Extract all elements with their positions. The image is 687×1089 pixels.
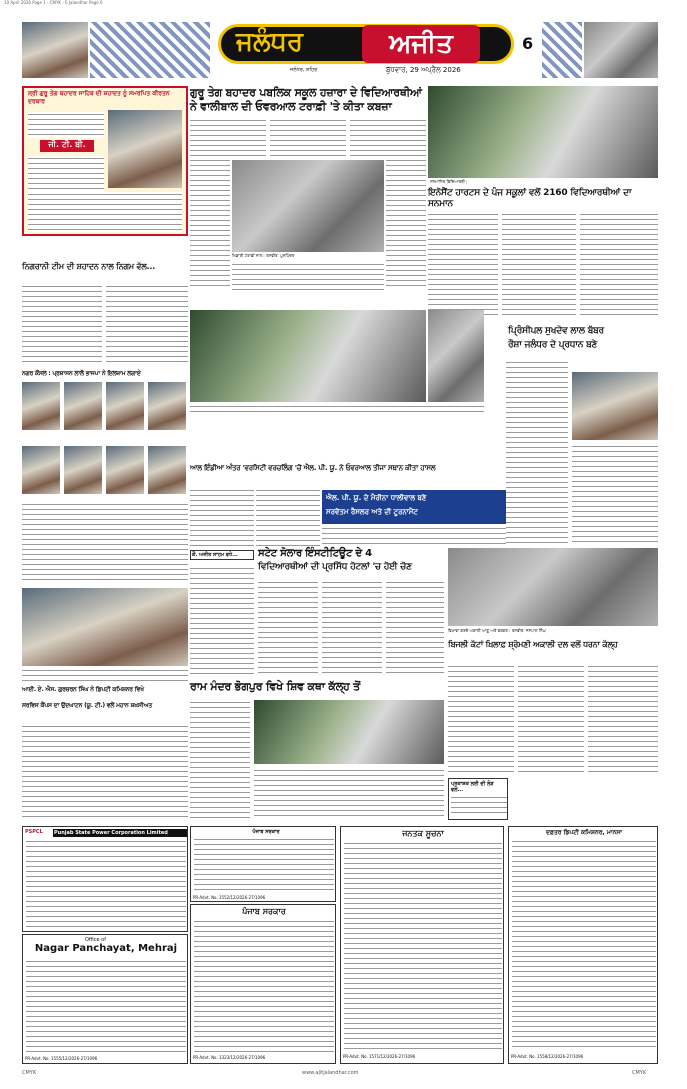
small-ad bbox=[448, 778, 508, 820]
public-notice-ad bbox=[340, 826, 504, 1064]
state-solar-headline-2: ਵਿਦਿਆਰਥੀਆਂ ਦੀ ਪ੍ਰਸਿੱਧ ਹੋਟਲਾਂ 'ਚ ਹੋਈ ਚੋਣ bbox=[258, 562, 412, 572]
promo-image bbox=[108, 110, 182, 188]
portrait-6 bbox=[64, 446, 102, 494]
akali-text-2 bbox=[518, 664, 584, 774]
akali-photo-caption: ਵਿਖਾਵਾ ਕਰਦੇ ਅਕਾਲੀ ਆਗੂ ਅਤੇ ਵਰਕਰ। ਤਸਵੀਰ: ਜਸਪਾਲ ਸਿੰਘ bbox=[448, 628, 546, 633]
residence-sub: ਨਗਰ ਕੌਂਸਲ : ਪ੍ਰਸ਼ਾਸਨ ਲਾਲੋ ਭਾਜਪਾ ਨੇ ਇਲਜ਼ਾਮ ਲਗਾਏ bbox=[22, 370, 141, 377]
akali-photo bbox=[448, 548, 658, 626]
principal-text-1 bbox=[506, 360, 568, 544]
punjab-sarkar-1-footer: PR-Advt. No. 1552/12/2026-27/1096 bbox=[193, 895, 266, 900]
lead-headline-2: ਨੇ ਵਾਲੀਬਾਲ ਦੀ ਓਵਰਆਲ ਟਰਾਫ਼ੀ 'ਤੇ ਕੀਤਾ ਕਬਜ਼ਾ bbox=[190, 100, 392, 113]
nagar-ad bbox=[22, 934, 188, 1064]
dc-office-text bbox=[512, 839, 656, 1051]
state-solar-text-1 bbox=[190, 566, 254, 676]
dc-office-ad bbox=[508, 826, 658, 1064]
graduates-photo bbox=[428, 86, 658, 178]
punjab-sarkar-1-text bbox=[194, 837, 334, 893]
portrait-8 bbox=[148, 446, 186, 494]
public-notice-title: ਜਨਤਕ ਸੂਚਨਾ bbox=[402, 829, 444, 838]
principal-headline-1: ਪ੍ਰਿੰਸੀਪਲ ਸੁਖਦੇਵ ਲਾਲ ਬੱਬਰ bbox=[508, 326, 604, 336]
masthead-date: ਬੁੱਧਵਾਰ, 29 ਅਪ੍ਰੈਲ 2026 bbox=[386, 66, 461, 74]
principal-text-2 bbox=[572, 444, 658, 544]
gurdwara-caption-lines bbox=[22, 668, 188, 682]
sports-text-2 bbox=[256, 488, 320, 546]
masthead-subtitle: ਜਲੰਧਰ, ਸ਼ਹਿਰ bbox=[290, 67, 318, 73]
nagar-footer: PR-Advt. No. 1555/12/2026-27/1096 bbox=[25, 1056, 98, 1061]
residence-text-1 bbox=[22, 284, 102, 364]
lead-text-6 bbox=[232, 262, 384, 290]
graduates-photo-caption: ਸਨਮਾਨਿਤ ਵਿਦਿਆਰਥੀ। bbox=[430, 179, 468, 184]
principal-headline-2: ਰੌਸ਼ਾ ਜਲੰਧਰ ਦੇ ਪ੍ਰਧਾਨ ਬਣੇ bbox=[508, 340, 598, 350]
punjab-sarkar-2-text bbox=[194, 919, 334, 1053]
portrait-5 bbox=[22, 446, 60, 494]
state-solar-text-4 bbox=[386, 580, 444, 676]
nagar-title: Office of bbox=[85, 937, 107, 943]
lead-text-1 bbox=[190, 118, 266, 156]
small-ad-title: ਪ੍ਰਕਾਸ਼ਕ ਲਈ ਦੀ ਲੋੜ ਵਲੋਂ... bbox=[451, 781, 494, 793]
sports-highlight-2: ਸਰਵੋਤਮ ਰੈਸਲਰ ਅਤੇ ਦੀ ਟੂਰਨਾਮੈਂਟ bbox=[326, 508, 418, 516]
state-solar-text-3 bbox=[322, 580, 382, 676]
footer-center: www.ajitjalandhar.com bbox=[302, 1070, 359, 1076]
lead-text-4 bbox=[190, 158, 230, 290]
promo-heading: ਸ੍ਰੀ ਗੁਰੂ ਤੇਗ ਬਹਾਦਰ ਸਾਹਿਬ ਦੀ ਸ਼ਹਾਦਤ ਨੂੰ ਸਮਰਪਿਤ ਕੀਰਤਨ ਦਰਬਾਰ bbox=[28, 90, 170, 105]
residence-text-2 bbox=[106, 284, 188, 364]
sports-highlight-1: ਐਲ. ਪੀ. ਯੂ. ਦੇ ਮੈਰੀਨਾ ਧਾਲੀਵਾਲ ਬਣੇ bbox=[326, 494, 427, 502]
portrait-4 bbox=[148, 382, 186, 430]
sports-headline-visible: ਆਲ ਇੰਡੀਆ ਅੰਤਰ 'ਵਰਸਿਟੀ ਵਰਚਲਿੰਗ 'ਚੋਂ ਐਲ. ਪੀ. ਯੂ. ਨੇ ਓਵਰਆਲ ਤੀਜਾ ਸਥਾਨ ਕੀਤਾ ਹਾਸਲ bbox=[190, 464, 436, 472]
masthead-title-right: ਅਜੀਤ bbox=[362, 25, 480, 63]
lead-article bbox=[190, 86, 426, 302]
ram-mandir-text-2 bbox=[254, 768, 444, 820]
pspcl-name: Punjab State Power Corporation Limited bbox=[53, 829, 187, 837]
portrait-2 bbox=[64, 382, 102, 430]
ram-mandir-text-1 bbox=[190, 700, 250, 820]
punjab-sarkar-ad-1 bbox=[190, 826, 336, 902]
state-solar-kicker: ਕੌਂ. ਅਜੀਤ ਸਾਹਮ ਵਧੇ... bbox=[190, 550, 254, 560]
residence-headline: ਨਿਗਰਾਨੀ ਟੀਮ ਦੀ ਸ਼ਹਾਦਨ ਨਾਲ ਨਿਗਮ ਵੱਲ... bbox=[22, 262, 156, 271]
pspcl-logo: PSPCL bbox=[25, 829, 43, 835]
promo-sub: ਜੀ. ਟੀ. ਬੀ. bbox=[40, 140, 94, 152]
state-solar-text-2 bbox=[258, 580, 318, 676]
akali-text-3 bbox=[588, 664, 658, 774]
lead-photo bbox=[232, 160, 384, 252]
sports-caption-lines bbox=[190, 404, 484, 416]
footer-left: CMYK bbox=[22, 1070, 37, 1076]
promo-text bbox=[28, 112, 104, 138]
page-footer bbox=[22, 1068, 658, 1080]
punjab-sarkar-1-title: ਪੰਜਾਬ ਸਰਕਾਰ bbox=[252, 829, 280, 835]
portrait-3 bbox=[106, 382, 144, 430]
lead-headline-1: ਗੁਰੂ ਤੇਗ ਬਹਾਦਰ ਪਬਲਿਕ ਸਕੂਲ ਹਜ਼ਾਰਾ ਦੇ ਵਿਦਿਆਰਥੀਆਂ bbox=[190, 86, 422, 99]
nagar-name: Nagar Panchayat, Mehraj bbox=[34, 943, 178, 954]
punjab-sarkar-2-title: ਪੰਜਾਬ ਸਰਕਾਰ bbox=[242, 907, 286, 916]
footer-right: CMYK bbox=[632, 1070, 647, 1076]
sports-photo-2 bbox=[428, 310, 484, 402]
dc-office-footer: PR-Advt. No. 1558/12/2026-27/1096 bbox=[511, 1054, 584, 1059]
sports-text-1 bbox=[190, 488, 254, 546]
masthead-right-pattern bbox=[542, 22, 582, 78]
gurdwara-photo bbox=[22, 588, 188, 666]
sports-photo bbox=[190, 310, 426, 402]
masthead-right-image bbox=[584, 22, 658, 78]
masthead-title-left: ਜਲੰਧਰ bbox=[236, 27, 304, 57]
ram-mandir-headline: ਰਾਮ ਮੰਦਰ ਭੋਗਪੁਰ ਵਿਖੇ ਸ਼ਿਵ ਕਥਾ ਕੱਲ੍ਹ ਤੋਂ bbox=[190, 680, 360, 693]
sports-text-3 bbox=[322, 526, 506, 546]
gurdwara-text bbox=[22, 724, 188, 820]
ram-mandir-photo bbox=[254, 700, 444, 764]
masthead bbox=[22, 18, 658, 82]
promo-text-3 bbox=[28, 192, 182, 232]
graduates-text-3 bbox=[580, 212, 658, 318]
punjab-sarkar-ad-2 bbox=[190, 904, 336, 1064]
pdf-header: 10 April 2026 Page 1 - CMYK - 6 Jalandhar Page 6 bbox=[4, 0, 103, 5]
state-solar-headline-1: ਸਟੇਟ ਸੋਲਾਰ ਇੰਸਟੀਟਿਊਟ ਦੇ 4 bbox=[258, 548, 372, 559]
public-notice-text bbox=[344, 841, 502, 1051]
gurdwara-headline-1: ਆਈ. ਏ. ਐਸ. ਗੁਰਚਰਨ ਸਿੰਘ ਨੇ ਡਿਪਟੀ ਕਮਿਸ਼ਨਰ ਵਿਖੇ bbox=[22, 686, 144, 693]
public-notice-footer: PR-Advt. No. 1571/12/2026-27/1096 bbox=[343, 1054, 416, 1059]
dc-office-title: ਦਫ਼ਤਰ ਡਿਪਟੀ ਕਮਿਸ਼ਨਰ, ਮਾਨਸਾ bbox=[546, 829, 622, 836]
lead-text-5 bbox=[386, 158, 426, 290]
portrait-7 bbox=[106, 446, 144, 494]
residence-text-3 bbox=[22, 502, 188, 582]
masthead-left-image bbox=[22, 22, 88, 78]
masthead-pattern bbox=[90, 22, 210, 78]
graduates-text-2 bbox=[502, 212, 576, 318]
nagar-text bbox=[26, 959, 186, 1053]
akali-text-1 bbox=[448, 664, 514, 774]
akali-headline: ਬਿਜਲੀ ਕੱਟਾਂ ਖ਼ਿਲਾਫ਼ ਸ਼੍ਰੋਮਣੀ ਅਕਾਲੀ ਦਲ ਵਲੋਂ ਧਰਨਾ ਕੱਲ੍ਹ bbox=[448, 640, 618, 649]
lead-text-3 bbox=[350, 118, 426, 156]
sports-highlight bbox=[322, 490, 506, 524]
promo-box bbox=[22, 86, 188, 236]
graduates-text-1 bbox=[428, 212, 498, 318]
lead-photo-caption: ਖਿਡਾਰੀ ਟਰਾਫ਼ੀ ਨਾਲ। ਤਸਵੀਰ: ਪੁਸ਼ਪਿੰਦਰ bbox=[232, 253, 295, 258]
lead-text-2 bbox=[270, 118, 346, 156]
pspcl-ad bbox=[22, 826, 188, 932]
gurdwara-headline-2: ਸਰਵਿਸ ਕੈਂਪਸ ਦਾ ਉਦਘਾਟਨ (ਯੂ. ਟੀ.) ਵਲੋਂ ਮਹਾਨ ਸ਼ਖ਼ਸੀਅਤ bbox=[22, 702, 153, 709]
punjab-sarkar-2-footer: PR-Advt. No. 1323/12/2026-27/1096 bbox=[193, 1055, 266, 1060]
principal-photo bbox=[572, 372, 658, 440]
pspcl-text bbox=[26, 839, 186, 929]
page-number: 6 bbox=[522, 34, 534, 53]
portrait-1 bbox=[22, 382, 60, 430]
small-ad-text bbox=[451, 795, 507, 817]
graduates-headline: ਇਨੋਸੈਂਟ ਹਾਰਟਸ ਦੇ ਪੰਜ ਸਕੂਲਾਂ ਵਲੋਂ 2160 ਵਿਦਿਆਰਥੀਆਂ ਦਾ ਸਨਮਾਨ bbox=[428, 188, 632, 209]
portrait-grid bbox=[22, 382, 188, 502]
